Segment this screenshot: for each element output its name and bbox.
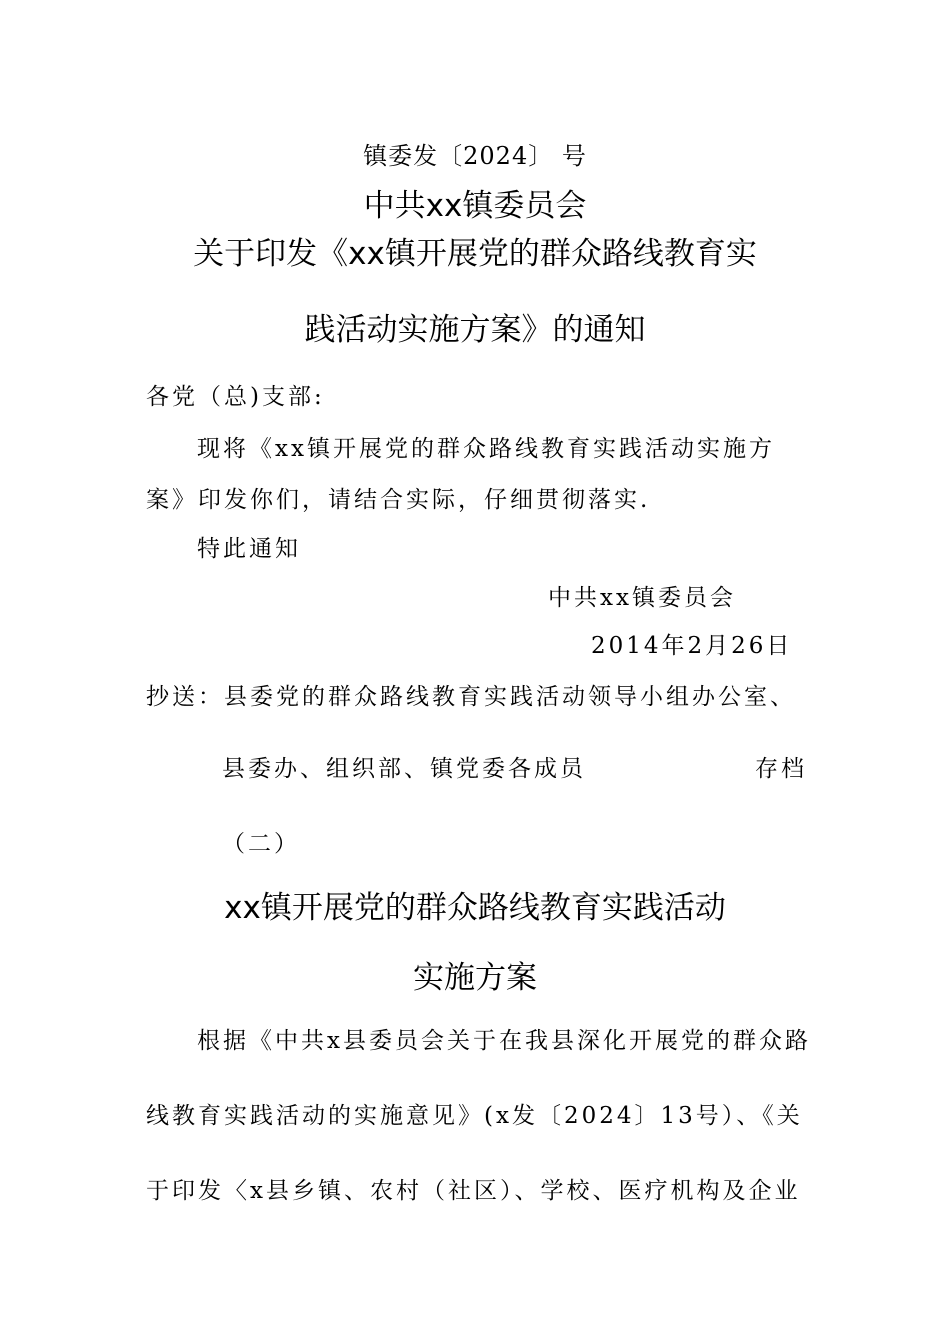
notice-title-line-1: 中共xx镇委员会 bbox=[363, 188, 587, 224]
notice-paragraph-line-1: 现将《xx镇开展党的群众路线教育实践活动实施方 bbox=[197, 436, 775, 462]
issue-date: 2014年2月26日 bbox=[591, 633, 793, 659]
document-number: 镇委发〔2024〕 号 bbox=[363, 142, 587, 170]
cc-archive: 存档 bbox=[755, 756, 807, 782]
salutation: 各党（总)支部: bbox=[146, 384, 325, 410]
notice-title-line-2: 关于印发《xx镇开展党的群众路线教育实 bbox=[193, 236, 757, 272]
plan-title-line-1: xx镇开展党的群众路线教育实践活动 bbox=[224, 890, 726, 926]
section-number: （二） bbox=[222, 831, 300, 857]
plan-title-line-2: 实施方案 bbox=[413, 960, 537, 996]
plan-body-line-2: 线教育实践活动的实施意见》(x发〔2024〕13号）、《关 bbox=[146, 1103, 803, 1129]
notice-title-line-3: 践活动实施方案》的通知 bbox=[304, 312, 646, 348]
plan-body-line-1: 根据《中共x县委员会关于在我县深化开展党的群众路 bbox=[197, 1028, 811, 1054]
closing-phrase: 特此通知 bbox=[197, 536, 301, 562]
plan-body-line-3: 于印发〈x县乡镇、农村（社区）、学校、医疗机构及企业 bbox=[146, 1178, 801, 1204]
cc-line-1: 抄送：县委党的群众路线教育实践活动领导小组办公室、 bbox=[146, 684, 796, 710]
cc-line-2: 县委办、组织部、镇党委各成员 bbox=[222, 756, 586, 782]
signer: 中共xx镇委员会 bbox=[548, 585, 736, 611]
notice-paragraph-line-2: 案》印发你们，请结合实际，仔细贯彻落实. bbox=[146, 487, 651, 513]
